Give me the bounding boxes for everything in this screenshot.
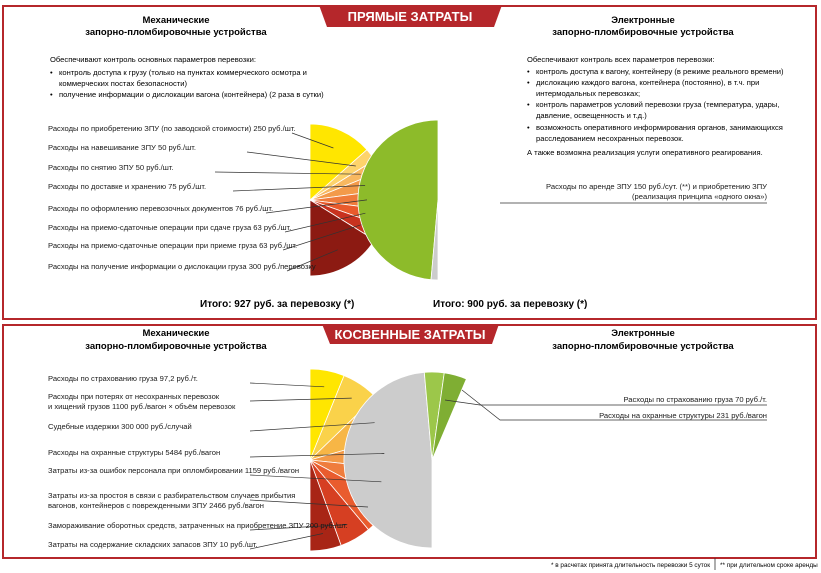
mechanical-heading-line2: запорно-пломбировочные устройства (85, 341, 267, 352)
description-bullet-cont: коммерческих постах безопасности) (59, 79, 187, 88)
electronic-heading-line2: запорно-пломбировочные устройства (552, 27, 734, 38)
slice-label: Расходы при потерях от несохранных перевозок (48, 392, 220, 401)
description-bullet: возможность оперативного информирования органов, занимающихся (536, 123, 783, 132)
slice-label: Расходы по аренде ЗПУ 150 руб./сут. (**) и приобретению ЗПУ (546, 182, 767, 191)
description-bullet: получение информации о дислокации вагона (контейнера) (2 раза в сутки) (59, 90, 324, 99)
slice-label: Замораживание оборотных средств, затраченных на приобретение ЗПУ 200 руб./шт. (48, 521, 348, 530)
slice-label: Расходы по доставке и хранению 75 руб./шт. (48, 182, 207, 191)
slice-label: вагонов, контейнеров с поврежденными ЗПУ 2466 руб./вагон (48, 501, 264, 510)
description-bullet: дислокацию каждого вагона, контейнера (постоянно), в т.ч. при (536, 78, 760, 87)
mechanical-total: Итого: 927 руб. за перевозку (*) (200, 299, 355, 310)
description-bullet: контроль доступа к вагону, контейнеру (в режиме реального времени) (536, 67, 784, 76)
description-bullet-cont: интермодальных перевозках; (536, 89, 641, 98)
mechanical-heading-line1: Механические (142, 328, 210, 339)
footnote-duration: * в расчетах принята длительность перевозки 5 суток (551, 562, 710, 569)
electronic-heading-line1: Электронные (611, 15, 675, 26)
slice-label: Расходы на получение информации о дислокации груза 300 руб./перевозку (48, 262, 316, 271)
slice-label: Расходы по снятию ЗПУ 50 руб./шт. (48, 163, 174, 172)
mechanical-description (50, 55, 324, 99)
mechanical-heading-line2: запорно-пломбировочные устройства (85, 27, 267, 38)
slice-label: и хищений грузов 1100 руб./вагон × объём перевозок (48, 402, 236, 411)
description-bullet: контроль параметров условий перевозки груза (температура, удары, (536, 100, 780, 109)
slice-label: Расходы на приемо-сдаточные операции при приеме груза 63 руб./шт. (48, 241, 298, 250)
electronic-description (527, 55, 784, 157)
slice-label: Расходы на охранные структуры 5484 руб./вагон (48, 448, 221, 457)
slice-label: Судебные издержки 300 000 руб./случай (48, 422, 192, 431)
electronic-heading-line1: Электронные (611, 328, 675, 339)
slice-label: Расходы на приемо-сдаточные операции при сдаче груза 63 руб./шт. (48, 223, 292, 232)
direct-costs-banner (319, 5, 502, 27)
indirect-costs-banner (322, 324, 499, 344)
electronic-heading-line2: запорно-пломбировочные устройства (552, 341, 734, 352)
description-extra: А также возможна реализация услуги оперативного реагирования. (527, 148, 763, 157)
slice-label: Затраты из-за ошибок персонала при опломбировании 1159 руб./вагон (48, 466, 300, 475)
slice-label: Затраты на содержание складских запасов ЗПУ 10 руб./шт. (48, 540, 258, 549)
description-intro: Обеспечивают контроль всех параметров перевозки: (527, 55, 715, 64)
direct-electronic-slice (358, 120, 438, 280)
bullet-marker: • (50, 90, 53, 99)
slice-label: Расходы по оформлению перевозочных документов 76 руб./шт. (48, 204, 274, 213)
slice-label: Затраты из-за простоя в связи с разбирательством случаев прибытия (48, 491, 296, 500)
electronic-total: Итого: 900 руб. за перевозку (*) (433, 299, 588, 310)
banner-title: ПРЯМЫЕ ЗАТРАТЫ (347, 9, 473, 24)
slice-label: Расходы по страхованию груза 70 руб./т. (623, 395, 767, 404)
description-bullet-cont: расследованием несохранных перевозок. (536, 134, 684, 143)
bullet-marker: • (50, 68, 53, 77)
description-intro: Обеспечивают контроль основных параметров перевозки: (50, 55, 256, 64)
bullet-marker: • (527, 78, 530, 87)
bullet-marker: • (527, 123, 530, 132)
bullet-marker: • (527, 67, 530, 76)
slice-label: Расходы на охранные структуры 231 руб./вагон (599, 411, 767, 420)
footnote-rent: ** при длительном сроке аренды (720, 562, 818, 569)
slice-label: Расходы по страхованию груза 97,2 руб./т. (48, 374, 198, 383)
description-bullet: контроль доступа к грузу (только на пунктах коммерческого осмотра и (59, 68, 307, 77)
banner-title: КОСВЕННЫЕ ЗАТРАТЫ (334, 327, 486, 342)
bullet-marker: • (527, 100, 530, 109)
mechanical-heading-line1: Механические (142, 15, 210, 26)
slice-label: Расходы на навешивание ЗПУ 50 руб./шт. (48, 143, 196, 152)
description-bullet-cont: давление, освещенность и т.д.) (536, 111, 647, 120)
slice-label: (реализация принципа «одного окна») (632, 192, 767, 201)
slice-label: Расходы по приобретению ЗПУ (по заводской стоимости) 250 руб./шт. (48, 124, 296, 133)
